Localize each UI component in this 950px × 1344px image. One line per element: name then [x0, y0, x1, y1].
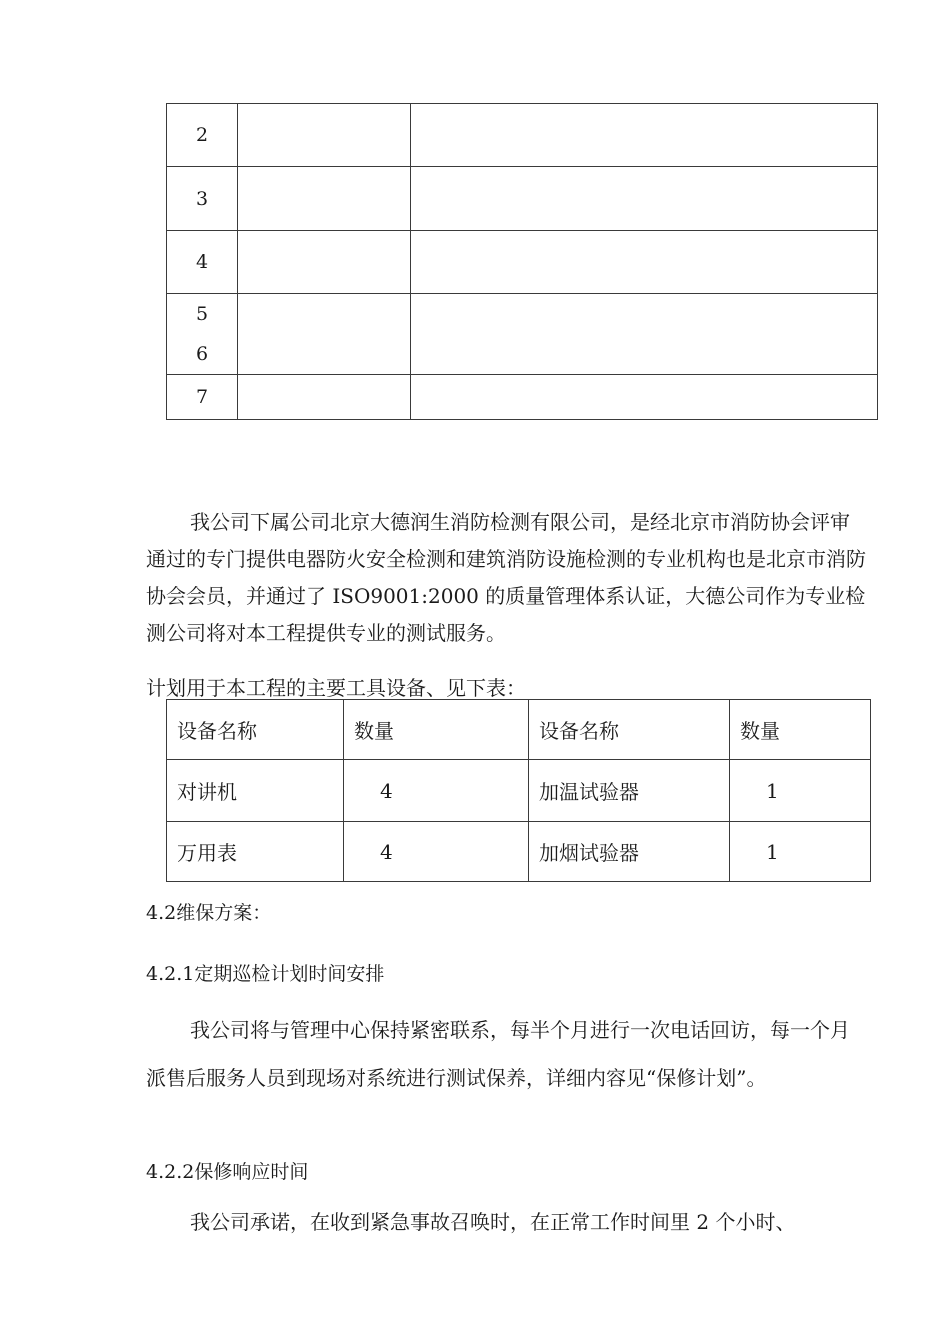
row-number-cell	[167, 104, 238, 167]
table-row	[167, 104, 878, 167]
row-number: 2	[195, 124, 209, 146]
table-row	[167, 231, 878, 294]
row-number-cell	[167, 375, 238, 420]
response-time-paragraph: 我公司承诺，在收到紧急事故召唤时，在正常工作时间里 2 个小时、	[190, 1210, 796, 1234]
empty-cell	[238, 167, 411, 231]
equipment-name-cell: 加温试验器	[529, 760, 730, 822]
equipment-name-cell: 对讲机	[167, 760, 344, 822]
quantity-cell: 4	[344, 822, 529, 882]
header-quantity-2: 数量	[730, 700, 871, 760]
numbered-table	[166, 103, 878, 420]
row-number: 4	[195, 251, 209, 273]
equipment-name-cell: 加烟试验器	[529, 822, 730, 882]
empty-cell	[411, 231, 878, 294]
row-number-cell	[167, 167, 238, 231]
table-intro-text: 计划用于本工程的主要工具设备、见下表：	[146, 676, 526, 700]
table-row	[167, 167, 878, 231]
equipment-table	[166, 699, 871, 882]
empty-cell	[238, 375, 411, 420]
table-row	[167, 294, 878, 375]
equipment-name-cell: 万用表	[167, 822, 344, 882]
row-number: 5	[195, 303, 209, 325]
header-equipment-name-1: 设备名称	[167, 700, 344, 760]
row-number-cell	[167, 294, 238, 375]
inspection-plan-paragraph: 我公司将与管理中心保持紧密联系，每半个月进行一次电话回访，每一个月派售后服务人员到现场对系统进行测试保养，详细内容见“保修计划”。	[146, 1018, 850, 1090]
equipment-table-header	[167, 700, 871, 760]
empty-cell	[238, 104, 411, 167]
quantity-cell: 1	[730, 760, 871, 822]
header-quantity-1: 数量	[344, 700, 529, 760]
header-equipment-name-2: 设备名称	[529, 700, 730, 760]
row-number-cell	[167, 231, 238, 294]
empty-cell	[411, 294, 878, 375]
quantity-cell: 1	[730, 822, 871, 882]
table-row	[167, 375, 878, 420]
row-number: 7	[195, 386, 209, 408]
table-row	[167, 822, 871, 882]
section-heading-4-2-2: 4.2.2保修响应时间	[146, 1161, 309, 1183]
empty-cell	[411, 375, 878, 420]
company-intro-paragraph: 我公司下属公司北京大德润生消防检测有限公司，是经北京市消防协会评审通过的专门提供电器防火安全检测和建筑消防设施检测的专业机构也是北京市消防协会会员，并通过了 ISO9001:2000 的质量管理体系认证，大德公司作为专业检测公司将对本工程提供专业的测试服务。	[146, 510, 866, 645]
empty-cell	[238, 231, 411, 294]
table-row	[167, 760, 871, 822]
empty-cell	[238, 294, 411, 375]
quantity-cell: 4	[344, 760, 529, 822]
empty-cell	[411, 104, 878, 167]
section-heading-4-2-1: 4.2.1定期巡检计划时间安排	[146, 963, 385, 985]
section-heading-4-2: 4.2维保方案：	[146, 902, 272, 924]
row-number: 3	[195, 187, 209, 210]
empty-cell	[411, 167, 878, 231]
row-number: 6	[195, 343, 209, 365]
